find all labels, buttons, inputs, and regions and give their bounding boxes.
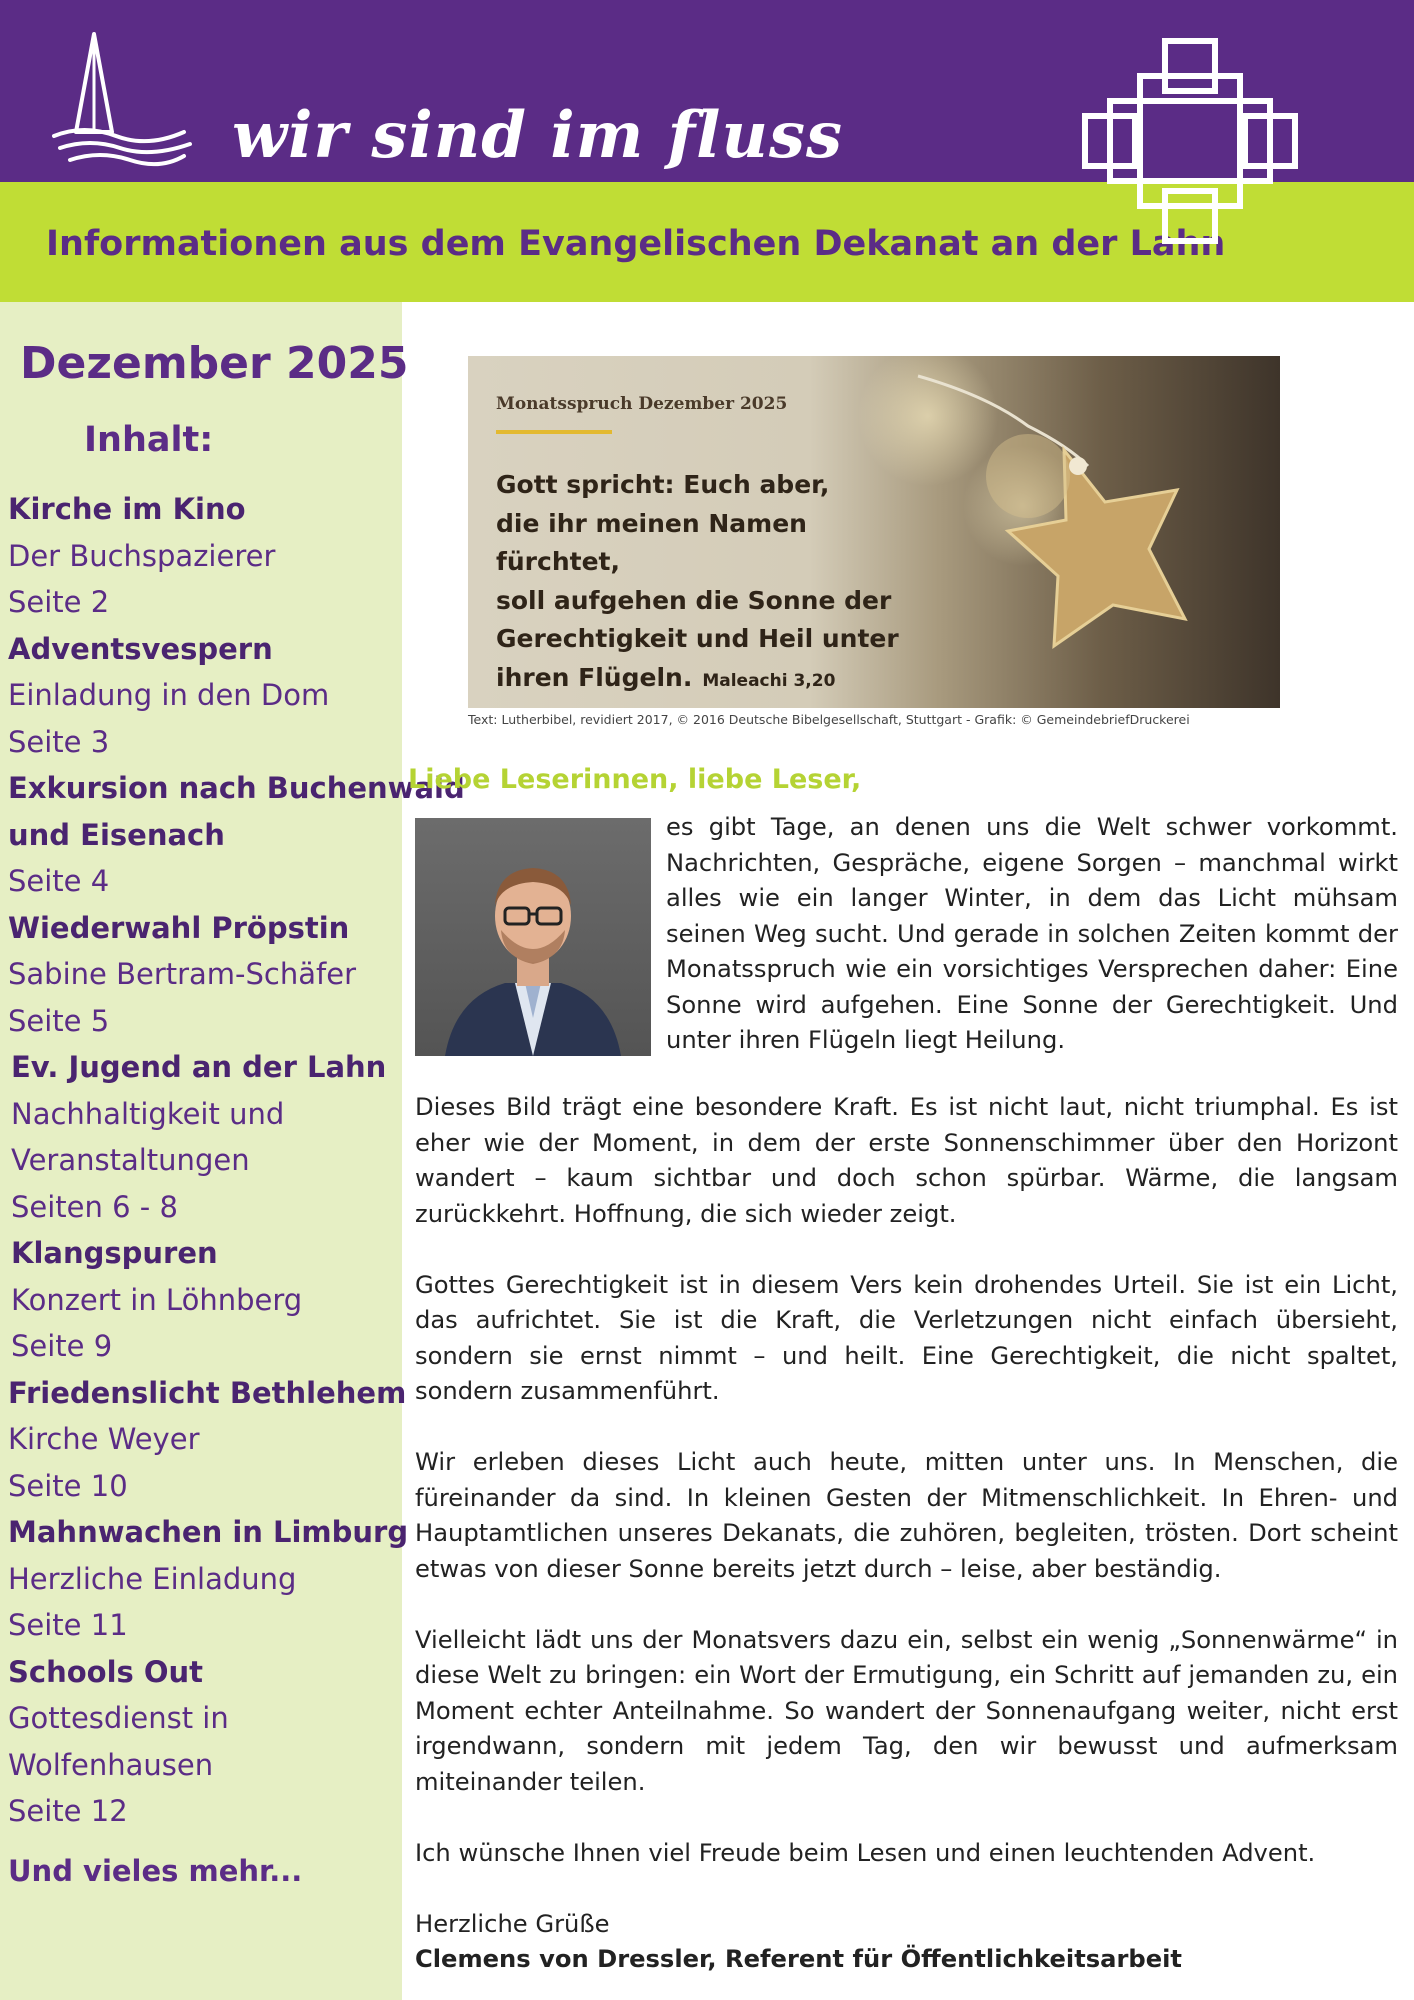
letter-signature: Clemens von Dressler, Referent für Öffentlichkeitsarbeit [415, 1945, 1182, 1973]
toc-item: Adventsvespern [8, 631, 273, 666]
letter-paragraph: Gottes Gerechtigkeit ist in diesem Vers kein drohendes Urteil. Sie ist ein Licht, das aufrichtet. Sie ist die Kraft, die Verletzungen nicht einfach übersieht, sondern sie ernst nimmt – und heilt. Eine Gerechtigkeit, die nicht spaltet, sondern zusammenführt. [415, 1270, 1398, 1405]
toc-item: Herzliche Einladung [8, 1561, 297, 1596]
letter-paragraph: Dieses Bild trägt eine besondere Kraft. Es ist nicht laut, nicht triumphal. Es ist eher wie der Moment, in dem der erste Sonnenschimmer über den Horizont wandert – kaum sichtbar und doch schon spürbar. Wärme, die langsam zurückkehrt. Hoffnung, die sich wieder zeigt. [415, 1093, 1398, 1228]
letter-greeting: Liebe Leserinnen, liebe Leser, [408, 764, 862, 795]
toc-item: Seite 10 [8, 1468, 128, 1503]
verse-line-last [496, 659, 936, 701]
toc-item: Friedenslicht Bethlehem [8, 1375, 407, 1410]
author-portrait [415, 818, 651, 1056]
toc-item: Seite 3 [8, 724, 110, 759]
letter-paragraph: Wir erleben dieses Licht auch heute, mitten unter uns. In Menschen, die füreinander da sind. In kleinen Gesten der Mitmenschlichkeit. In Ehren- und Hauptamtlichen unseres Dekanats, die zuhören, begleiten, trösten. Dort scheint etwas von dieser Sonne bereits jetzt durch – leise, aber beständig. [415, 1448, 1398, 1583]
toc-item: Seiten 6 - 8 [11, 1189, 178, 1224]
toc-item: Exkursion nach Buchenwald [8, 771, 465, 805]
subheader-title: Informationen aus dem Evangelischen Dekanat an der Lahn [46, 224, 1226, 264]
toc-item: und Eisenach [8, 817, 225, 852]
toc-item: Seite 2 [8, 585, 110, 619]
toc-item: Ev. Jugend an der Lahn [11, 1050, 387, 1084]
table-of-contents [8, 486, 465, 1835]
image-credit: Text: Lutherbibel, revidiert 2017, © 2016 Deutsche Bibelgesellschaft, Stuttgart - Grafik: © GemeindebriefDruckerei [468, 712, 1190, 727]
letter-paragraph: Vielleicht lädt uns der Monatsvers dazu ein, selbst ein wenig „Sonnenwärme“ in diese Welt zu bringen: ein Wort der Ermutigung, ein Schritt auf jemanden zu, ein Moment echter Anteilnahme. So wandert der Sonnenaufgang weiter, nicht erst irgendwann, sondern mit jedem Tag, den wir bewusst und aufmerksam miteinander teilen. [415, 1625, 1398, 1796]
toc-item: Seite 11 [8, 1608, 128, 1642]
toc-item: Nachhaltigkeit und [11, 1096, 285, 1131]
toc-item: Kirche im Kino [8, 492, 246, 526]
monthly-verse-graphic [468, 356, 1280, 708]
toc-item: Gottesdienst in [8, 1701, 229, 1735]
issue-month: Dezember 2025 [20, 338, 409, 389]
toc-item: Seite 4 [8, 864, 110, 898]
toc-item: Wolfenhausen [8, 1747, 214, 1782]
verse-line: soll aufgehen die Sonne der [496, 585, 892, 615]
toc-item: Der Buchspazierer [8, 538, 276, 573]
monthly-verse-label: Monatsspruch Dezember 2025 [496, 394, 788, 414]
letter-closing: Herzliche Grüße [415, 1909, 610, 1938]
toc-item: Wiederwahl Pröpstin [8, 910, 350, 945]
toc-item: Klangspuren [11, 1236, 218, 1270]
more-teaser: Und vieles mehr... [8, 1854, 303, 1888]
toc-item: Seite 9 [11, 1329, 113, 1363]
letter-body [415, 1090, 1398, 1978]
toc-item: Seite 12 [8, 1794, 128, 1828]
brand-title: wir sind im fluss [232, 98, 844, 173]
verse-line: Gott spricht: Euch aber, [496, 470, 830, 499]
toc-item: Kirche Weyer [8, 1422, 200, 1456]
cross-logo-icon [1080, 36, 1300, 246]
verse-line: Gerechtigkeit und Heil unter [496, 624, 899, 653]
toc-item: Konzert in Löhnberg [11, 1282, 303, 1317]
ship-logo-icon [44, 28, 194, 168]
letter-intro: es gibt Tage, an denen uns die Welt schwer vorkommt. Nachrichten, Gespräche, eigene Sorgen – manchmal wirkt alles wie ein langer Winter, in dem das Licht mühsam seinen Weg sucht. Und gerade in solchen Zeiten kommt der Monatsspruch wie ein vorsichtiges Versprechen daher: Eine Sonne wird aufgehen. Eine Sonne der Gerechtigkeit. Und unter ihren Flügeln liegt Heilung. [666, 813, 1398, 1054]
verse-reference: Maleachi 3,20 [702, 670, 836, 691]
letter-paragraph: Ich wünsche Ihnen viel Freude beim Lesen und einen leuchtenden Advent. [415, 1838, 1316, 1867]
verse-line: die ihr meinen Namen fürchtet, [496, 508, 807, 576]
toc-item: Einladung in den Dom [8, 678, 330, 712]
toc-item: Mahnwachen in Limburg [8, 1515, 409, 1549]
contents-heading: Inhalt: [84, 420, 214, 460]
toc-item: Sabine Bertram-Schäfer [8, 957, 356, 991]
toc-item: Veranstaltungen [11, 1143, 250, 1177]
toc-item: Seite 5 [8, 1003, 110, 1038]
monthly-verse-text [496, 466, 936, 700]
toc-item: Schools Out [8, 1654, 204, 1689]
verse-line: ihren Flügeln. [496, 662, 693, 692]
monthly-verse-rule [496, 430, 612, 434]
